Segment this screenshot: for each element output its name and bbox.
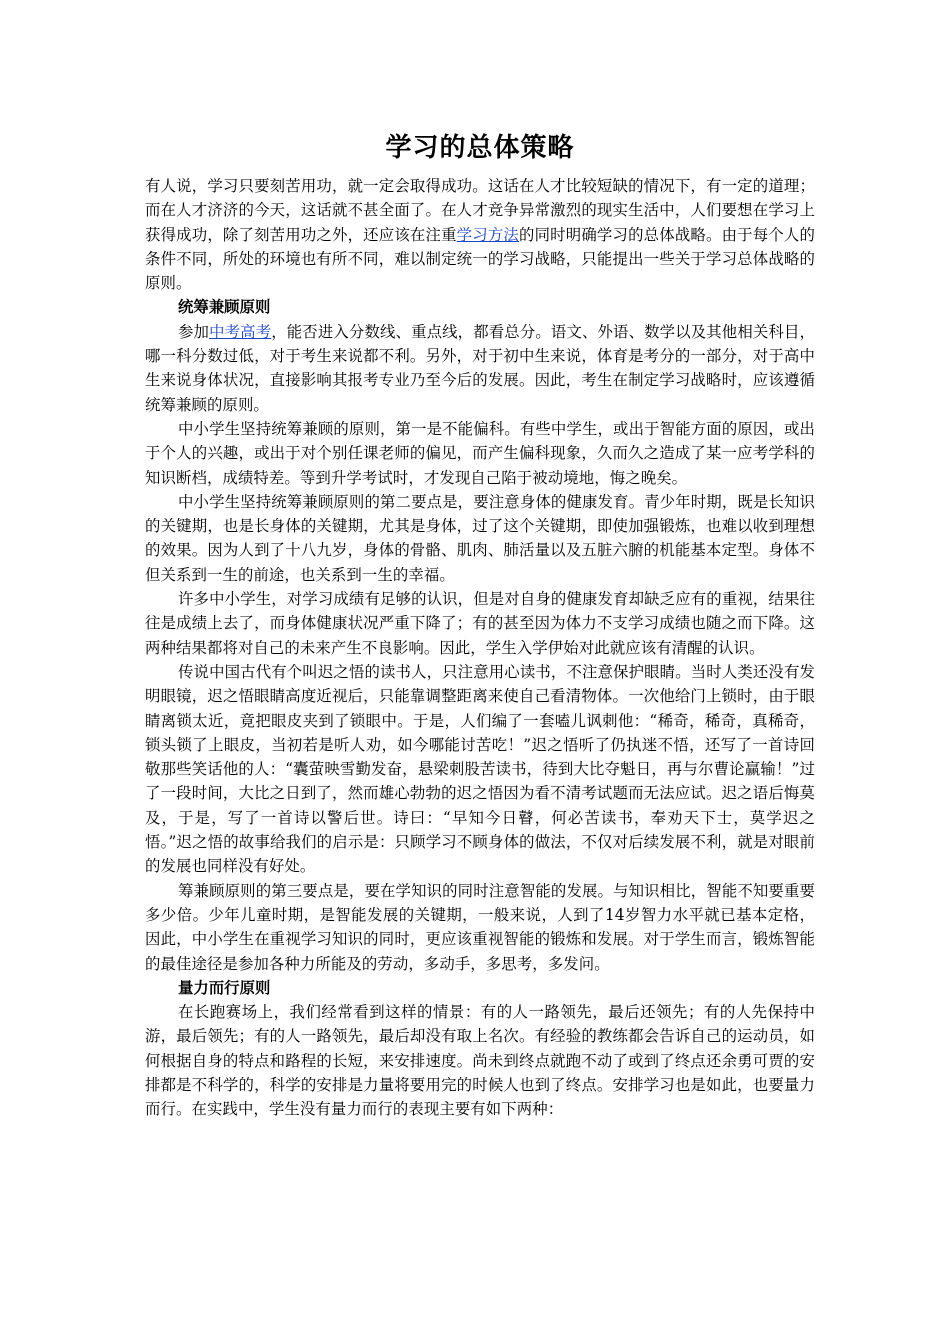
paragraph: 中小学生坚持统筹兼顾原则的第二要点是，要注意身体的健康发育。青少年时期，既是长知识的关键期，也是长身体的关键期，尤其是身体，过了这个关键期，即使加强锻炼，也难以收到理想的效果。因为人到了十八九岁，身体的骨骼、肌肉、肺活量以及五脏六腑的机能基本定型。身体不但关系到一生的前途，也关系到一生的幸福。 xyxy=(145,492,815,584)
paragraph: 在长跑赛场上，我们经常看到这样的情景：有的人一路领先，最后还领先；有的人先保持中游，最后领先；有的人一路领先，最后却没有取上名次。有经验的教练都会告诉自己的运动员，如何根据自身的特点和路程的长短，来安排速度。尚未到终点就跑不动了或到了终点还余勇可贾的安排都是不科学的，科学的安排是力量将要用完的时候人也到了终点。安排学习也是如此，也要量力而行。在实践中，学生没有量力而行的表现主要有如下两种： xyxy=(145,1003,815,1119)
document-page xyxy=(145,128,815,1122)
intro-text-a: 有人说，学习只要刻苦用功，就一定会取得成功。这话在人才比较短缺的情况下，有一定的道理；而在人才济济的今天，这话就不甚全面了。在人才竞争异常激烈的现实生活中，人们要想在学习上获得成功，除了刻苦用功之外，还应该在注重 xyxy=(145,177,815,244)
section-heading-within-capacity: 量力而行原则 xyxy=(178,978,271,997)
paragraph: 中小学生坚持统筹兼顾的原则，第一是不能偏科。有些中学生，或出于智能方面的原因，或出于个人的兴趣，或出于对个别任课老师的偏见，而产生偏科现象，久而久之造成了某一应考学科的知识断档，成绩特差。等到升学考试时，才发现自己陷于被动境地，悔之晚矣。 xyxy=(145,419,815,487)
paragraph: 筹兼顾原则的第三要点是，要在学知识的同时注意智能的发展。与知识相比，智能不知要重要多少倍。少年儿童时期，是智能发展的关键期，一般来说，人到了14岁智力水平就已基本定格，因此，中小学生在重视学习知识的同时，更应该重视智能的锻炼和发展。对于学生而言，锻炼智能的最佳途径是参加各种力所能及的劳动，多动手，多思考，多发问。 xyxy=(145,881,815,973)
paragraph: 传说中国古代有个叫迟之悟的读书人，只注意用心读书，不注意保护眼睛。当时人类还没有发明眼镜，迟之悟眼睛高度近视后，只能靠调整距离来使自己看清物体。一次他给门上锁时，由于眼睛离锁太近，竟把眼皮夹到了锁眼中。于是，人们编了一套嗑儿讽刺他：“稀奇，稀奇，真稀奇，锁头锁了上眼皮，当初若是听人劝，如今哪能讨苦吃！”迟之悟听了仍执迷不悟，还写了一首诗回敬那些笑话他的人：“囊萤映雪勤发奋，悬梁刺股苦读书，待到大比夺魁日，再与尔曹论赢输！”过了一段时间，大比之日到了，然而雄心勃勃的迟之悟因为看不清考试题而无法应试。迟之语后悔莫及，于是，写了一首诗以警后世。诗曰：“早知今日瞽，何必苦读书，奉劝天下士，莫学迟之悟。”迟之悟的故事给我们的启示是：只顾学习不顾身体的做法，不仅对后续发展不利，就是对眼前的发展也同样没有好处。 xyxy=(145,662,815,876)
paragraph-text-b: ，能否进入分数线、重点线，都看总分。语文、外语、数学以及其他相关科目，哪一科分数过低，对于考生来说都不利。另外，对于初中生来说，体育是考分的一部分，对于高中生来说身体状况，直接影响其报考专业乃至今后的发展。因此，考生在制定学习战略时，应该遵循统筹兼顾的原则。 xyxy=(145,322,815,414)
study-method-link[interactable]: 学习方法 xyxy=(456,225,520,244)
exam-link[interactable]: 中考高考 xyxy=(209,322,272,341)
paragraph xyxy=(145,320,815,417)
document-title: 学习的总体策略 xyxy=(385,133,575,163)
intro-paragraph xyxy=(145,174,815,295)
paragraph-text-a: 参加 xyxy=(178,322,210,341)
section-heading-overall-planning: 统筹兼顾原则 xyxy=(178,298,271,317)
intro-text-b: 的同时明确学习的总体战略。由于每个人的条件不同，所处的环境也有所不同，难以制定统一的学习战略，只能提出一些关于学习总体战略的原则。 xyxy=(145,225,815,293)
paragraph: 许多中小学生，对学习成绩有足够的认识，但是对自身的健康发育却缺乏应有的重视，结果往往是成绩上去了，而身体健康状况严重下降了；有的甚至因为体力不支学习成绩也随之而下降。这两种结果都将对自己的未来产生不良影响。因此，学生入学伊始对此就应该有清醒的认识。 xyxy=(145,590,815,657)
